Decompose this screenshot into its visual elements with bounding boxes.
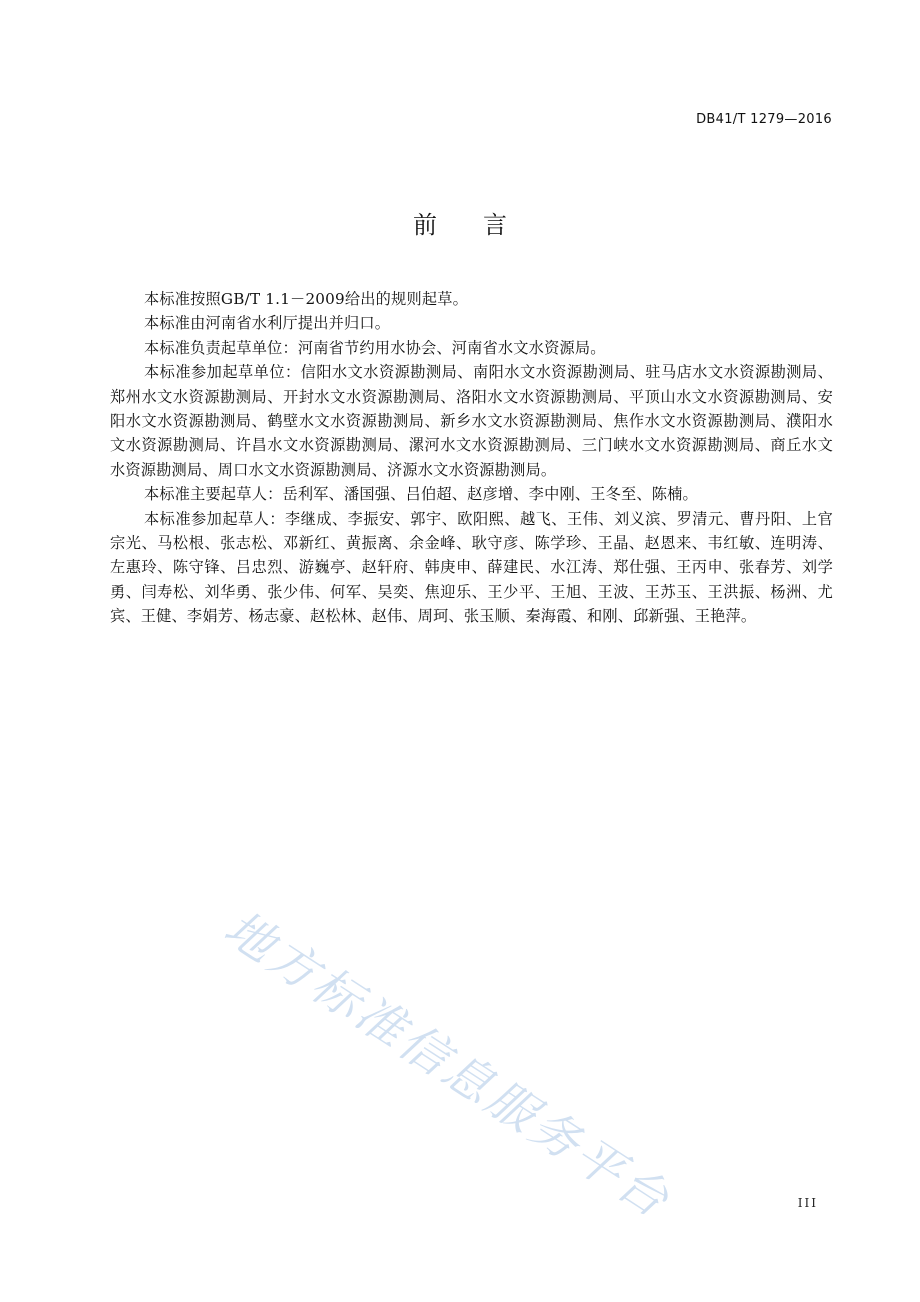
title-char-1: 前 bbox=[413, 211, 437, 239]
watermark: 地方标准信息服务平台 bbox=[214, 899, 681, 1230]
paragraph-lead-drafting-units: 本标准负责起草单位：河南省节约用水协会、河南省水文水资源局。 bbox=[144, 338, 606, 357]
paragraph-proposer: 本标准由河南省水利厅提出并归口。 bbox=[144, 314, 391, 333]
page-number: III bbox=[797, 1196, 818, 1210]
paragraph-drafting-rules: 本标准按照GB/T 1.1－2009给出的规则起草。 bbox=[144, 290, 468, 308]
paragraph-participating-drafters: 本标准参加起草人：李继成、李振安、郭宇、欧阳熙、越飞、王伟、刘义滨、罗清元、曹丹阳、上官宗光、马松根、张志松、邓新红、黄振离、余金峰、耿守彦、陈学珍、王晶、赵恩来、韦红敏、连明涛、左惠玲、陈守锋、吕忠烈、游巍亭、赵轩府、韩庚申、薛建民、水江涛、郑仕强、王丙申、张春芳、刘学勇、闫寿松、刘华勇、张少伟、何军、吴奕、焦迎乐、王少平、王旭、王波、王苏玉、王洪振、杨洲、尤宾、王健、李娟芳、杨志豪、赵松林、赵伟、周珂、张玉顺、秦海霞、和刚、邱新强、王艳萍。 bbox=[110, 509, 833, 626]
paragraph-participating-units: 本标准参加起草单位：信阳水文水资源勘测局、南阳水文水资源勘测局、驻马店水文水资源勘测局、郑州水文水资源勘测局、开封水文水资源勘测局、洛阳水文水资源勘测局、平顶山水文水资源勘测局、安阳水文水资源勘测局、鹤壁水文水资源勘测局、新乡水文水资源勘测局、焦作水文水资源勘测局、濮阳水文水资源勘测局、许昌水文水资源勘测局、漯河水文水资源勘测局、三门峡水文水资源勘测局、商丘水文水资源勘测局、周口水文水资源勘测局、济源水文水资源勘测局。 bbox=[110, 363, 833, 479]
paragraph-main-drafters: 本标准主要起草人：岳利军、潘国强、吕伯超、赵彦增、李中刚、王冬至、陈楠。 bbox=[144, 485, 698, 504]
foreword-body bbox=[110, 287, 833, 629]
standard-code: DB41/T 1279—2016 bbox=[696, 112, 832, 127]
title-char-2: 言 bbox=[483, 211, 507, 239]
page-title bbox=[0, 205, 920, 240]
